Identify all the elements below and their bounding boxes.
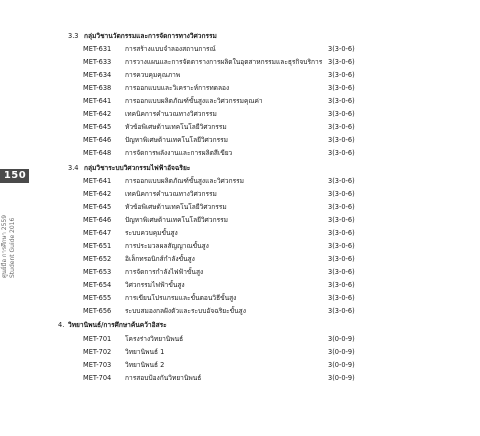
section-title: วิทยานิพนธ์/การศึกษาค้นคว้าอิสระ — [68, 321, 167, 329]
course-name: การออกแบบผลิตภัณฑ์ขั้นสูงและวิศวกรรม — [125, 177, 244, 185]
course-code: MET-701 — [83, 335, 112, 343]
course-code: MET-653 — [83, 268, 112, 276]
course-name: การออกแบบผลิตภัณฑ์ขั้นสูงและวิศวกรรมคุณค่า — [125, 97, 263, 105]
course-credit: 3(0-0-9) — [328, 374, 355, 382]
course-credit: 3(0-0-9) — [328, 335, 355, 343]
course-code: MET-651 — [83, 242, 112, 250]
course-code: MET-646 — [83, 216, 112, 224]
course-credit: 3(3-0-6) — [328, 110, 355, 118]
course-name: ปัญหาพิเศษด้านเทคโนโลยีวิศวกรรม — [125, 136, 228, 144]
course-credit: 3(3-0-6) — [328, 190, 355, 198]
course-code: MET-655 — [83, 294, 112, 302]
course-name: เทคนิคการคำนวณทางวิศวกรรม — [125, 190, 217, 198]
course-credit: 3(3-0-6) — [328, 268, 355, 276]
course-code: MET-638 — [83, 84, 112, 92]
course-credit: 3(0-0-9) — [328, 348, 355, 356]
course-code: MET-645 — [83, 123, 112, 131]
course-code: MET-641 — [83, 97, 112, 105]
course-code: MET-647 — [83, 229, 112, 237]
course-credit: 3(3-0-6) — [328, 203, 355, 211]
course-credit: 3(3-0-6) — [328, 71, 355, 79]
section-number: 4. — [58, 321, 65, 329]
course-credit: 3(3-0-6) — [328, 307, 355, 315]
course-name: ระบบควบคุมขั้นสูง — [125, 229, 178, 237]
course-name: อิเล็กทรอนิกส์กำลังขั้นสูง — [125, 255, 195, 263]
section-number: 3.3 — [68, 32, 79, 40]
course-name: วิศวกรรมไฟฟ้าขั้นสูง — [125, 281, 185, 289]
course-name: การสอบป้องกันวิทยานิพนธ์ — [125, 374, 202, 382]
course-credit: 3(3-0-6) — [328, 281, 355, 289]
course-credit: 3(0-0-9) — [328, 361, 355, 369]
course-code: MET-641 — [83, 177, 112, 185]
side-label-thai: ศูนย์มือ การศึกษา 2559 — [1, 214, 8, 278]
course-code: MET-648 — [83, 149, 112, 157]
course-credit: 3(3-0-6) — [328, 58, 355, 66]
section-number: 3.4 — [68, 164, 79, 172]
course-code: MET-631 — [83, 45, 112, 53]
course-name: หัวข้อพิเศษด้านเทคโนโลยีวิศวกรรม — [125, 203, 227, 211]
section-title: กลุ่มวิชาระบบวิศวกรรมไฟฟ้าอัจฉริยะ — [84, 164, 191, 172]
course-code: MET-654 — [83, 281, 112, 289]
course-credit: 3(3-0-6) — [328, 149, 355, 157]
course-name: การเขียนโปรแกรมและขั้นตอนวิธีขั้นสูง — [125, 294, 237, 302]
course-name: การสร้างแบบจำลองสถานการณ์ — [125, 45, 216, 53]
course-name: การควบคุมคุณภาพ — [125, 71, 181, 79]
course-credit: 3(3-0-6) — [328, 216, 355, 224]
course-name: การออกแบบและวิเคราะห์การทดลอง — [125, 84, 230, 92]
course-name: เทคนิคการคำนวณทางวิศวกรรม — [125, 110, 217, 118]
course-code: MET-633 — [83, 58, 112, 66]
course-name: ปัญหาพิเศษด้านเทคโนโลยีวิศวกรรม — [125, 216, 228, 224]
course-name: วิทยานิพนธ์ 2 — [125, 361, 165, 369]
course-credit: 3(3-0-6) — [328, 242, 355, 250]
course-name: หัวข้อพิเศษด้านเทคโนโลยีวิศวกรรม — [125, 123, 227, 131]
course-credit: 3(3-0-6) — [328, 294, 355, 302]
course-name: การจัดการกำลังไฟฟ้าขั้นสูง — [125, 268, 204, 276]
page-number: 150 — [3, 170, 27, 181]
course-code: MET-634 — [83, 71, 112, 79]
course-code: MET-702 — [83, 348, 112, 356]
course-name: วิทยานิพนธ์ 1 — [125, 348, 165, 356]
course-code: MET-656 — [83, 307, 112, 315]
side-label-english: Student Guide 2016 — [9, 217, 16, 278]
course-credit: 3(3-0-6) — [328, 136, 355, 144]
course-code: MET-642 — [83, 110, 112, 118]
course-code: MET-645 — [83, 203, 112, 211]
course-credit: 3(3-0-6) — [328, 123, 355, 131]
course-name: การประมวลผลสัญญาณขั้นสูง — [125, 242, 209, 250]
course-credit: 3(3-0-6) — [328, 84, 355, 92]
course-name: การจัดการพลังงานและการผลิตสีเขียว — [125, 149, 233, 157]
course-code: MET-642 — [83, 190, 112, 198]
course-code: MET-703 — [83, 361, 112, 369]
course-name: โครงร่างวิทยานิพนธ์ — [125, 335, 184, 343]
course-name: ระบบสมองกลฝังตัวและระบบอัจฉริยะขั้นสูง — [125, 307, 246, 315]
section-title: กลุ่มวิชานวัตกรรมและการจัดการทางวิศวกรรม — [84, 32, 217, 40]
course-credit: 3(3-0-6) — [328, 177, 355, 185]
course-credit: 3(3-0-6) — [328, 255, 355, 263]
course-name: การวางแผนและการจัดตารางการผลิตในอุตสาหกรรมและธุรกิจบริการ — [125, 58, 323, 66]
course-code: MET-704 — [83, 374, 112, 382]
course-credit: 3(3-0-6) — [328, 229, 355, 237]
course-code: MET-646 — [83, 136, 112, 144]
course-credit: 3(3-0-6) — [328, 45, 355, 53]
course-code: MET-652 — [83, 255, 112, 263]
course-credit: 3(3-0-6) — [328, 97, 355, 105]
